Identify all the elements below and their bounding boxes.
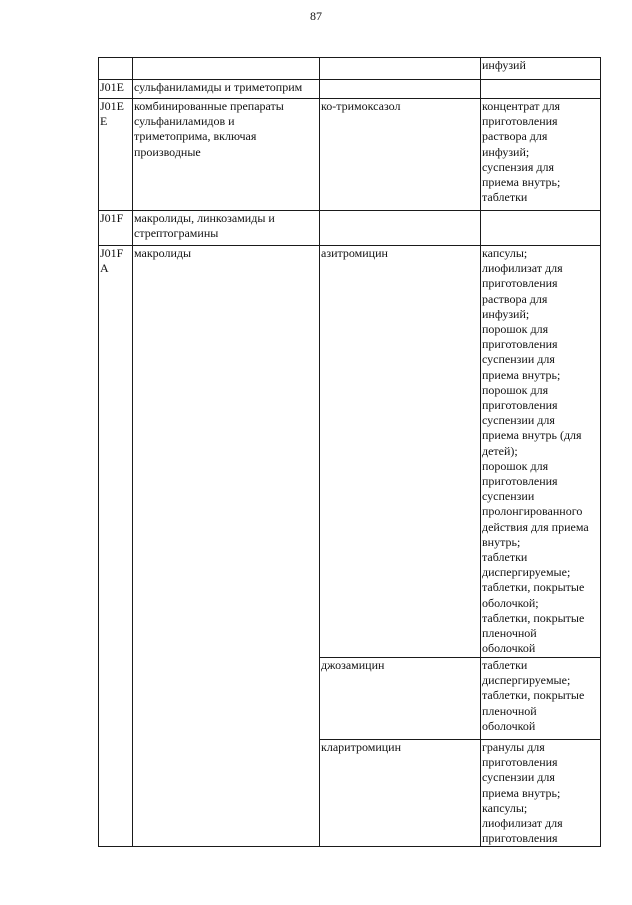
atc-code-cell: J01E (99, 80, 133, 99)
group-cell (133, 58, 320, 80)
atc-code-cell (99, 58, 133, 80)
group-cell: макролиды, линкозамиды и стрептограмины (133, 211, 320, 246)
atc-code-cell: J01F A (99, 246, 133, 847)
table-row (99, 80, 601, 99)
dosage-form-cell: капсулы; лиофилизат для приготовления раствора для инфузий; порошок для приготовления суспензии для приема внутрь; порошок для приготовления суспензии для приема внутрь (для детей); порошок для приготовления суспензии пролонгированного действия для приема внутрь; таблетки диспергируемые; таблетки, покрытые оболочкой; таблетки, покрытые пленочной оболочкой (481, 246, 601, 658)
drug-cell (320, 211, 481, 246)
drug-cell (320, 58, 481, 80)
drug-cell: джозамицин (320, 658, 481, 740)
dosage-form-cell: инфузий (481, 58, 601, 80)
group-cell: комбинированные препараты сульфаниламидов и триметоприма, включая производные (133, 99, 320, 211)
group-cell: сульфаниламиды и триметоприм (133, 80, 320, 99)
dosage-form-cell (481, 211, 601, 246)
table-row (99, 58, 601, 80)
table-row (99, 211, 601, 246)
dosage-form-cell: гранулы для приготовления суспензии для приема внутрь; капсулы; лиофилизат для приготовления (481, 740, 601, 847)
drug-cell (320, 80, 481, 99)
drug-cell: кларитромицин (320, 740, 481, 847)
group-cell: макролиды (133, 246, 320, 847)
page-number: 87 (310, 9, 322, 23)
drug-cell: ко-тримоксазол (320, 99, 481, 211)
dosage-form-cell (481, 80, 601, 99)
atc-code-cell: J01E E (99, 99, 133, 211)
drug-table (98, 57, 601, 847)
table-row (99, 246, 601, 658)
drug-cell: азитромицин (320, 246, 481, 658)
table-row (99, 99, 601, 211)
dosage-form-cell: концентрат для приготовления раствора для инфузий; суспензия для приема внутрь; таблетки (481, 99, 601, 211)
dosage-form-cell: таблетки диспергируемые; таблетки, покрытые пленочной оболочкой (481, 658, 601, 740)
atc-code-cell: J01F (99, 211, 133, 246)
